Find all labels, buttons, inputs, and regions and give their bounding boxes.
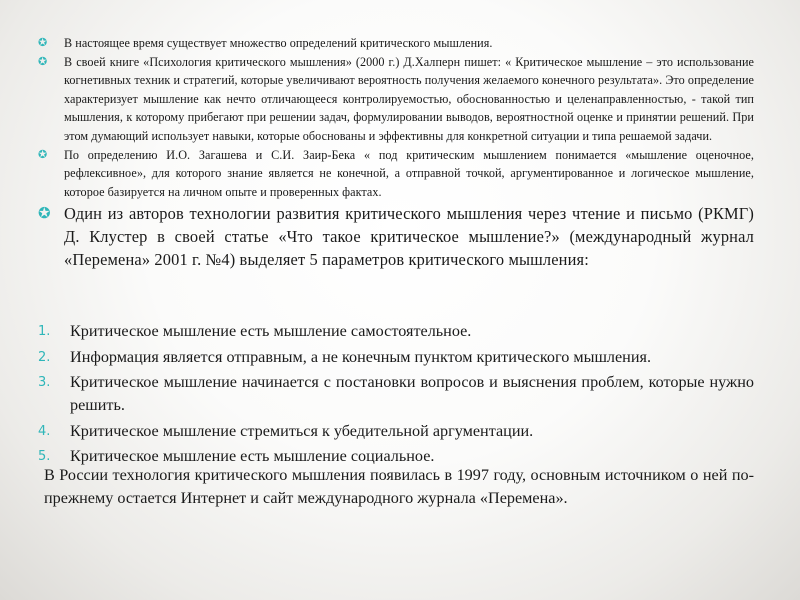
list-number: 5.: [38, 449, 51, 464]
list-item-text: Критическое мышление есть мышление самостоятельное.: [70, 322, 472, 340]
list-item: [38, 420, 754, 443]
bullet-item: [38, 146, 754, 202]
list-number: 1.: [38, 324, 51, 339]
closing-paragraph: В России технология критического мышления появилась в 1997 году, основным источником о ней по-прежнему остается Интернет и сайт международного журнала «Перемена».: [44, 466, 754, 507]
bullet-text: По определению И.О. Загашева и С.И. Заир-Бека « под критическим мышлением понимается «мышление оценочное, рефлексивное», для которого знание является не конечной, а отправной точкой, аргументированное и логическое мышление, которое базируется на личном опыте и проверенных фактах.: [64, 147, 754, 199]
list-item-text: Критическое мышление начинается с постановки вопросов и выяснения проблем, которые нужно решить.: [70, 373, 754, 414]
bullet-text: В настоящее время существует множество определений критического мышления.: [64, 36, 493, 50]
list-item-text: Критическое мышление стремиться к убедительной аргументации.: [70, 421, 534, 440]
bullet-item: [38, 202, 754, 271]
list-item-text: Критическое мышление есть мышление социальное.: [70, 447, 435, 465]
list-number: 2.: [38, 349, 51, 365]
bullet-marker-icon: ✪: [38, 204, 51, 223]
list-item: [38, 371, 754, 417]
bullet-item: [38, 53, 754, 146]
bullet-list: [38, 34, 754, 271]
bullet-marker-icon: ✪: [38, 36, 48, 49]
list-item: [38, 320, 754, 343]
bullet-marker-icon: ✪: [38, 54, 48, 68]
bullet-text: В своей книге «Психология критического мышления» (2000 г.) Д.Халперн пишет: « Критическое мышление – это использование когнетивных техник и стратегий, которые увеличивают вероятность получения желаемого конечного результата». Это определение характеризует мышление как нечто отличающееся контролируемостью, обоснованностью и целенаправленностью, - такой тип мышления, к которому прибегают при решении задач, формулировании выводов, вероятностной оценке и принятии решений. При этом думающий использует навыки, которые обоснованы и эффективны для конкретной ситуации и типа решаемой задачи.: [64, 54, 754, 143]
bullet-marker-icon: ✪: [38, 147, 48, 161]
numbered-list: [38, 320, 754, 471]
list-number: 3.: [38, 375, 51, 390]
list-item: [38, 346, 754, 369]
list-number: 4.: [38, 423, 51, 439]
list-item-text: Информация является отправным, а не конечным пунктом критического мышления.: [70, 347, 652, 366]
bullet-text: Один из авторов технологии развития критического мышления через чтение и письмо (РКМГ) Д. Клустер в своей статье «Что такое критическое мышление?» (международный журнал «Перемена» 2001 г. №4) выделяет 5 параметров критического мышления:: [64, 204, 754, 270]
bullet-item: [38, 34, 754, 53]
